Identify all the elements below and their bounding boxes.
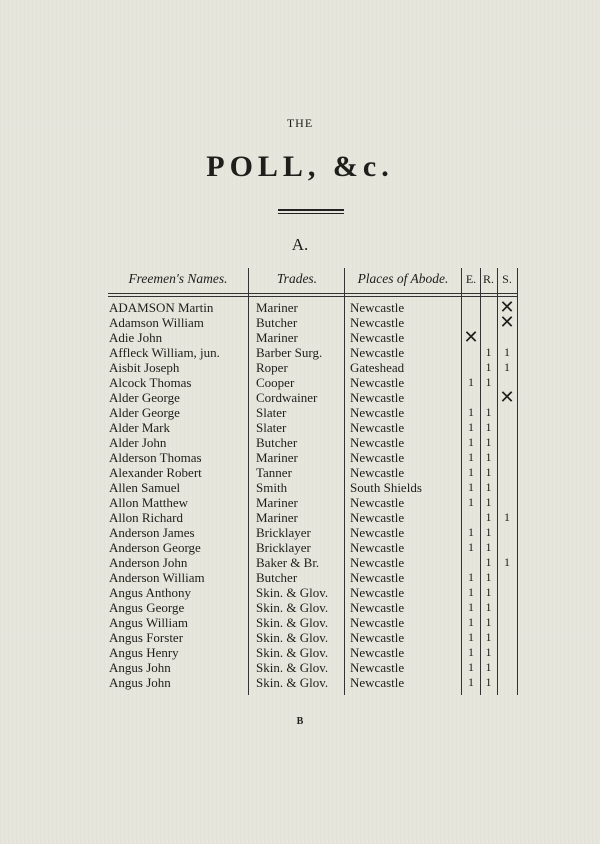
abode-cell: Newcastle bbox=[350, 660, 405, 675]
abode-cell: Newcastle bbox=[350, 345, 405, 360]
vote-r-cell: 1 bbox=[485, 420, 492, 434]
table-row bbox=[0, 585, 600, 600]
freeman-name: Alder Mark bbox=[109, 420, 171, 435]
table-row bbox=[0, 510, 600, 525]
table-row bbox=[0, 540, 600, 555]
column-header-s: S. bbox=[502, 272, 512, 286]
section-letter: A. bbox=[291, 235, 309, 254]
header-rule-top bbox=[108, 293, 517, 294]
abode-cell: Newcastle bbox=[350, 645, 405, 660]
vote-r-cell: 1 bbox=[485, 600, 492, 614]
abode-cell: Newcastle bbox=[350, 405, 405, 420]
freeman-name: Anderson John bbox=[109, 555, 188, 570]
table-row bbox=[0, 675, 600, 690]
table-row bbox=[0, 345, 600, 360]
freeman-name: Anderson George bbox=[109, 540, 201, 555]
freeman-name: Allon Richard bbox=[109, 510, 184, 525]
trade-cell: Smith bbox=[256, 480, 288, 495]
trade-cell: Cooper bbox=[256, 375, 295, 390]
trade-cell: Mariner bbox=[256, 450, 298, 465]
table-row bbox=[0, 420, 600, 435]
table-row bbox=[0, 645, 600, 660]
abode-cell: Newcastle bbox=[350, 390, 405, 405]
vote-e-cell: 1 bbox=[468, 480, 474, 494]
table-row bbox=[0, 480, 600, 495]
freeman-name: Angus Forster bbox=[109, 630, 184, 645]
vote-r-cell: 1 bbox=[485, 405, 492, 419]
vote-e-cell: 1 bbox=[468, 615, 474, 629]
table-row bbox=[0, 630, 600, 645]
vote-e-cell: 1 bbox=[468, 645, 474, 659]
vote-e-cell: 1 bbox=[468, 630, 474, 644]
abode-cell: Newcastle bbox=[350, 375, 405, 390]
freeman-name: Angus Anthony bbox=[109, 585, 191, 600]
trade-cell: Barber Surg. bbox=[256, 345, 323, 360]
vote-r-cell: 1 bbox=[485, 495, 492, 509]
vote-r-cell: 1 bbox=[485, 645, 492, 659]
column-header-places: Places of Abode. bbox=[357, 271, 449, 286]
vote-s-cell: 1 bbox=[504, 555, 510, 569]
trade-cell: Skin. & Glov. bbox=[256, 600, 329, 615]
trade-cell: Cordwainer bbox=[256, 390, 318, 405]
title-rule-thin bbox=[278, 213, 344, 214]
table-row bbox=[0, 465, 600, 480]
table-row bbox=[0, 450, 600, 465]
vote-s-cell: 1 bbox=[504, 510, 510, 524]
vote-r-cell: 1 bbox=[485, 345, 492, 359]
table-row bbox=[0, 660, 600, 675]
trade-cell: Roper bbox=[256, 360, 288, 375]
trade-cell: Skin. & Glov. bbox=[256, 615, 329, 630]
signature-mark: B bbox=[296, 716, 304, 727]
column-header-e: E. bbox=[465, 272, 477, 286]
vote-e-cell: 1 bbox=[468, 405, 474, 419]
abode-cell: Newcastle bbox=[350, 525, 405, 540]
vote-s-cell: ✕ bbox=[499, 387, 515, 408]
vote-s-cell: ✕ bbox=[499, 297, 515, 318]
freeman-name: Angus John bbox=[109, 660, 171, 675]
table-row bbox=[0, 615, 600, 630]
vote-e-cell: 1 bbox=[468, 375, 474, 389]
vote-r-cell: 1 bbox=[485, 630, 492, 644]
vote-e-cell: 1 bbox=[468, 570, 474, 584]
vote-e-cell: 1 bbox=[468, 465, 474, 479]
vote-r-cell: 1 bbox=[485, 570, 492, 584]
abode-cell: Gateshead bbox=[350, 360, 405, 375]
vote-e-cell: 1 bbox=[468, 495, 474, 509]
column-header-r: R. bbox=[482, 272, 494, 286]
trade-cell: Mariner bbox=[256, 300, 298, 315]
table-row bbox=[0, 525, 600, 540]
vote-e-cell: 1 bbox=[468, 540, 474, 554]
page-heading-the: THE bbox=[286, 116, 314, 130]
freeman-name: Allen Samuel bbox=[109, 480, 181, 495]
freeman-name: Aisbit Joseph bbox=[109, 360, 180, 375]
freeman-name: Alexander Robert bbox=[109, 465, 202, 480]
trade-cell: Skin. & Glov. bbox=[256, 585, 329, 600]
vote-r-cell: 1 bbox=[485, 675, 492, 689]
vote-s-cell: 1 bbox=[504, 345, 510, 359]
trade-cell: Skin. & Glov. bbox=[256, 660, 329, 675]
vote-e-cell: 1 bbox=[468, 525, 474, 539]
trade-cell: Slater bbox=[256, 420, 287, 435]
trade-cell: Butcher bbox=[256, 570, 298, 585]
abode-cell: South Shields bbox=[350, 480, 422, 495]
freeman-name: Angus Henry bbox=[109, 645, 179, 660]
vote-e-cell: 1 bbox=[468, 435, 474, 449]
freeman-name: Allon Matthew bbox=[109, 495, 189, 510]
vote-e-cell: 1 bbox=[468, 660, 474, 674]
column-header-names: Freemen's Names. bbox=[128, 271, 228, 286]
vote-r-cell: 1 bbox=[485, 540, 492, 554]
freeman-name: Angus George bbox=[109, 600, 185, 615]
vote-r-cell: 1 bbox=[485, 510, 492, 524]
vote-r-cell: 1 bbox=[485, 525, 492, 539]
trade-cell: Butcher bbox=[256, 435, 298, 450]
freeman-name: ADAMSON Martin bbox=[109, 300, 214, 315]
trade-cell: Mariner bbox=[256, 330, 298, 345]
abode-cell: Newcastle bbox=[350, 540, 405, 555]
trade-cell: Tanner bbox=[256, 465, 292, 480]
vote-e-cell: 1 bbox=[468, 675, 474, 689]
abode-cell: Newcastle bbox=[350, 510, 405, 525]
table-row bbox=[0, 555, 600, 570]
column-header-trades: Trades. bbox=[276, 271, 318, 286]
freeman-name: Adie John bbox=[109, 330, 163, 345]
table-row bbox=[0, 312, 600, 333]
vote-r-cell: 1 bbox=[485, 480, 492, 494]
freeman-name: Alcock Thomas bbox=[109, 375, 192, 390]
vote-r-cell: 1 bbox=[485, 555, 492, 569]
abode-cell: Newcastle bbox=[350, 495, 405, 510]
freeman-name: Affleck William, jun. bbox=[109, 345, 220, 360]
vote-r-cell: 1 bbox=[485, 465, 492, 479]
freeman-name: Alder George bbox=[109, 390, 180, 405]
table-row bbox=[0, 327, 600, 348]
table-row bbox=[0, 495, 600, 510]
title-rule-thick bbox=[278, 209, 344, 211]
trade-cell: Slater bbox=[256, 405, 287, 420]
abode-cell: Newcastle bbox=[350, 330, 405, 345]
trade-cell: Bricklayer bbox=[256, 525, 311, 540]
table-row bbox=[0, 360, 600, 375]
abode-cell: Newcastle bbox=[350, 315, 405, 330]
vote-e-cell: ✕ bbox=[463, 327, 479, 348]
freeman-name: Adamson William bbox=[109, 315, 204, 330]
vote-r-cell: 1 bbox=[485, 585, 492, 599]
trade-cell: Mariner bbox=[256, 510, 298, 525]
page-title: POLL, &c. bbox=[206, 150, 394, 183]
vote-e-cell: 1 bbox=[468, 420, 474, 434]
vote-r-cell: 1 bbox=[485, 435, 492, 449]
trade-cell: Skin. & Glov. bbox=[256, 675, 329, 690]
trade-cell: Butcher bbox=[256, 315, 298, 330]
table-row bbox=[0, 405, 600, 420]
abode-cell: Newcastle bbox=[350, 420, 405, 435]
abode-cell: Newcastle bbox=[350, 435, 405, 450]
abode-cell: Newcastle bbox=[350, 675, 405, 690]
trade-cell: Bricklayer bbox=[256, 540, 311, 555]
abode-cell: Newcastle bbox=[350, 465, 405, 480]
freeman-name: Alder John bbox=[109, 435, 167, 450]
vote-r-cell: 1 bbox=[485, 375, 492, 389]
vote-s-cell: 1 bbox=[504, 360, 510, 374]
trade-cell: Skin. & Glov. bbox=[256, 630, 329, 645]
trade-cell: Baker & Br. bbox=[256, 555, 320, 570]
freeman-name: Alder George bbox=[109, 405, 180, 420]
vote-e-cell: 1 bbox=[468, 585, 474, 599]
freeman-name: Angus William bbox=[109, 615, 189, 630]
abode-cell: Newcastle bbox=[350, 450, 405, 465]
freeman-name: Alderson Thomas bbox=[109, 450, 202, 465]
vote-e-cell: 1 bbox=[468, 450, 474, 464]
abode-cell: Newcastle bbox=[350, 555, 405, 570]
table-row bbox=[0, 600, 600, 615]
abode-cell: Newcastle bbox=[350, 570, 405, 585]
vote-r-cell: 1 bbox=[485, 660, 492, 674]
table-row bbox=[0, 435, 600, 450]
trade-cell: Mariner bbox=[256, 495, 298, 510]
header-rule-bottom bbox=[108, 296, 517, 297]
vote-s-cell: ✕ bbox=[499, 312, 515, 333]
vote-r-cell: 1 bbox=[485, 450, 492, 464]
vote-r-cell: 1 bbox=[485, 615, 492, 629]
abode-cell: Newcastle bbox=[350, 300, 405, 315]
freeman-name: Anderson William bbox=[109, 570, 205, 585]
table-row bbox=[0, 387, 600, 408]
abode-cell: Newcastle bbox=[350, 600, 405, 615]
abode-cell: Newcastle bbox=[350, 630, 405, 645]
table-row bbox=[0, 570, 600, 585]
freeman-name: Anderson James bbox=[109, 525, 195, 540]
vote-r-cell: 1 bbox=[485, 360, 492, 374]
trade-cell: Skin. & Glov. bbox=[256, 645, 329, 660]
vote-e-cell: 1 bbox=[468, 600, 474, 614]
freeman-name: Angus John bbox=[109, 675, 171, 690]
abode-cell: Newcastle bbox=[350, 615, 405, 630]
abode-cell: Newcastle bbox=[350, 585, 405, 600]
